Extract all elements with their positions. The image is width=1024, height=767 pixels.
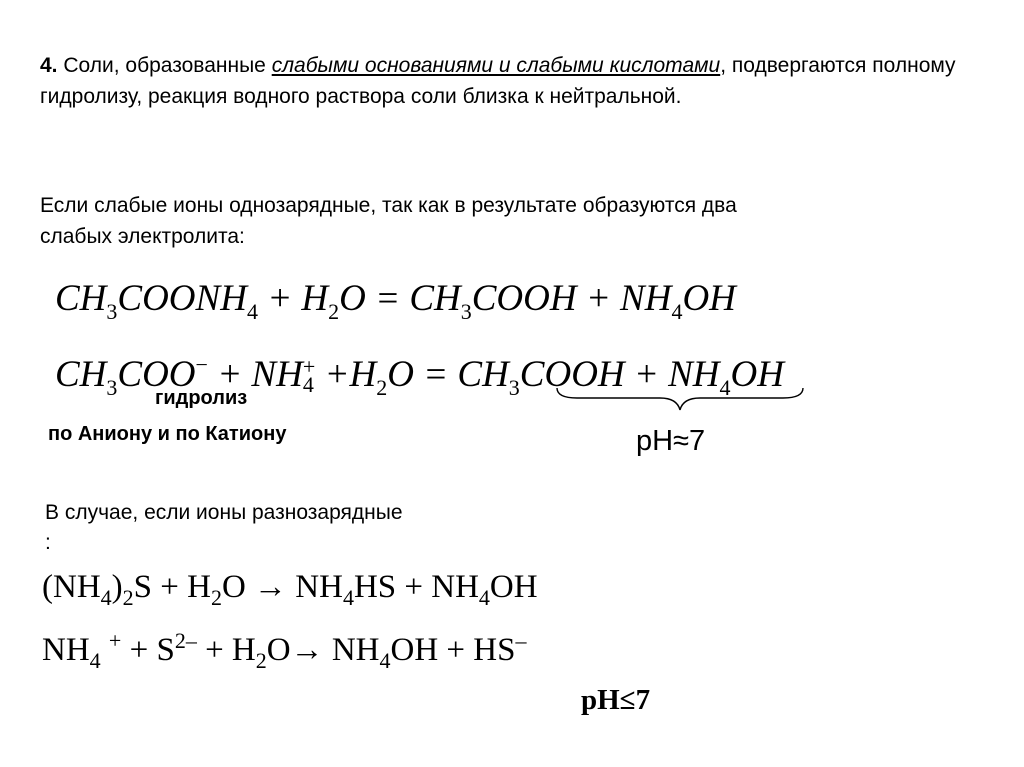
intro-underlined: слабыми основаниями и слабыми кислотами (271, 54, 721, 77)
anion-cation-label: по Аниону и по Катиону (48, 423, 287, 445)
single-charge-line2: слабых электролита: (40, 225, 245, 248)
intro-text-1: Соли, образованные (57, 54, 272, 77)
equation-2: $CH_3COO^-$ + NH + 4 $+H_2O$ = $CH_3COOH + NH_4OH$ (55, 352, 784, 400)
hydrolysis-label: гидролиз (155, 387, 248, 409)
single-charge-line1: Если слабые ионы однозарядные, так как в результате образуются два (40, 194, 737, 217)
section-number: 4. (40, 54, 58, 77)
equation-4: $NH_4$ $^+ + S^{2-} + H_2O\to NH_4OH + HS^-$ (42, 628, 527, 673)
equation-1: $CH_3COONH_4 + H_2O$ = $CH_3COOH + NH_4OH$ (55, 278, 736, 324)
equation-3: $(NH_4)_2S + H_2O \to NH_4HS + NH_4OH$ (42, 569, 538, 610)
intro-paragraph (40, 50, 990, 112)
intro-text-2: , подвергаются полному гидролизу, реакция водного раствора соли близка к нейтральной. (40, 54, 956, 108)
different-charge-line2: : (45, 531, 51, 554)
ph-result: pH≤7 (581, 684, 651, 716)
curly-brace (555, 386, 805, 412)
ph-neutral-label: pH≈7 (636, 425, 706, 457)
different-charge-line1: В случае, если ионы разнозарядные (45, 501, 403, 524)
